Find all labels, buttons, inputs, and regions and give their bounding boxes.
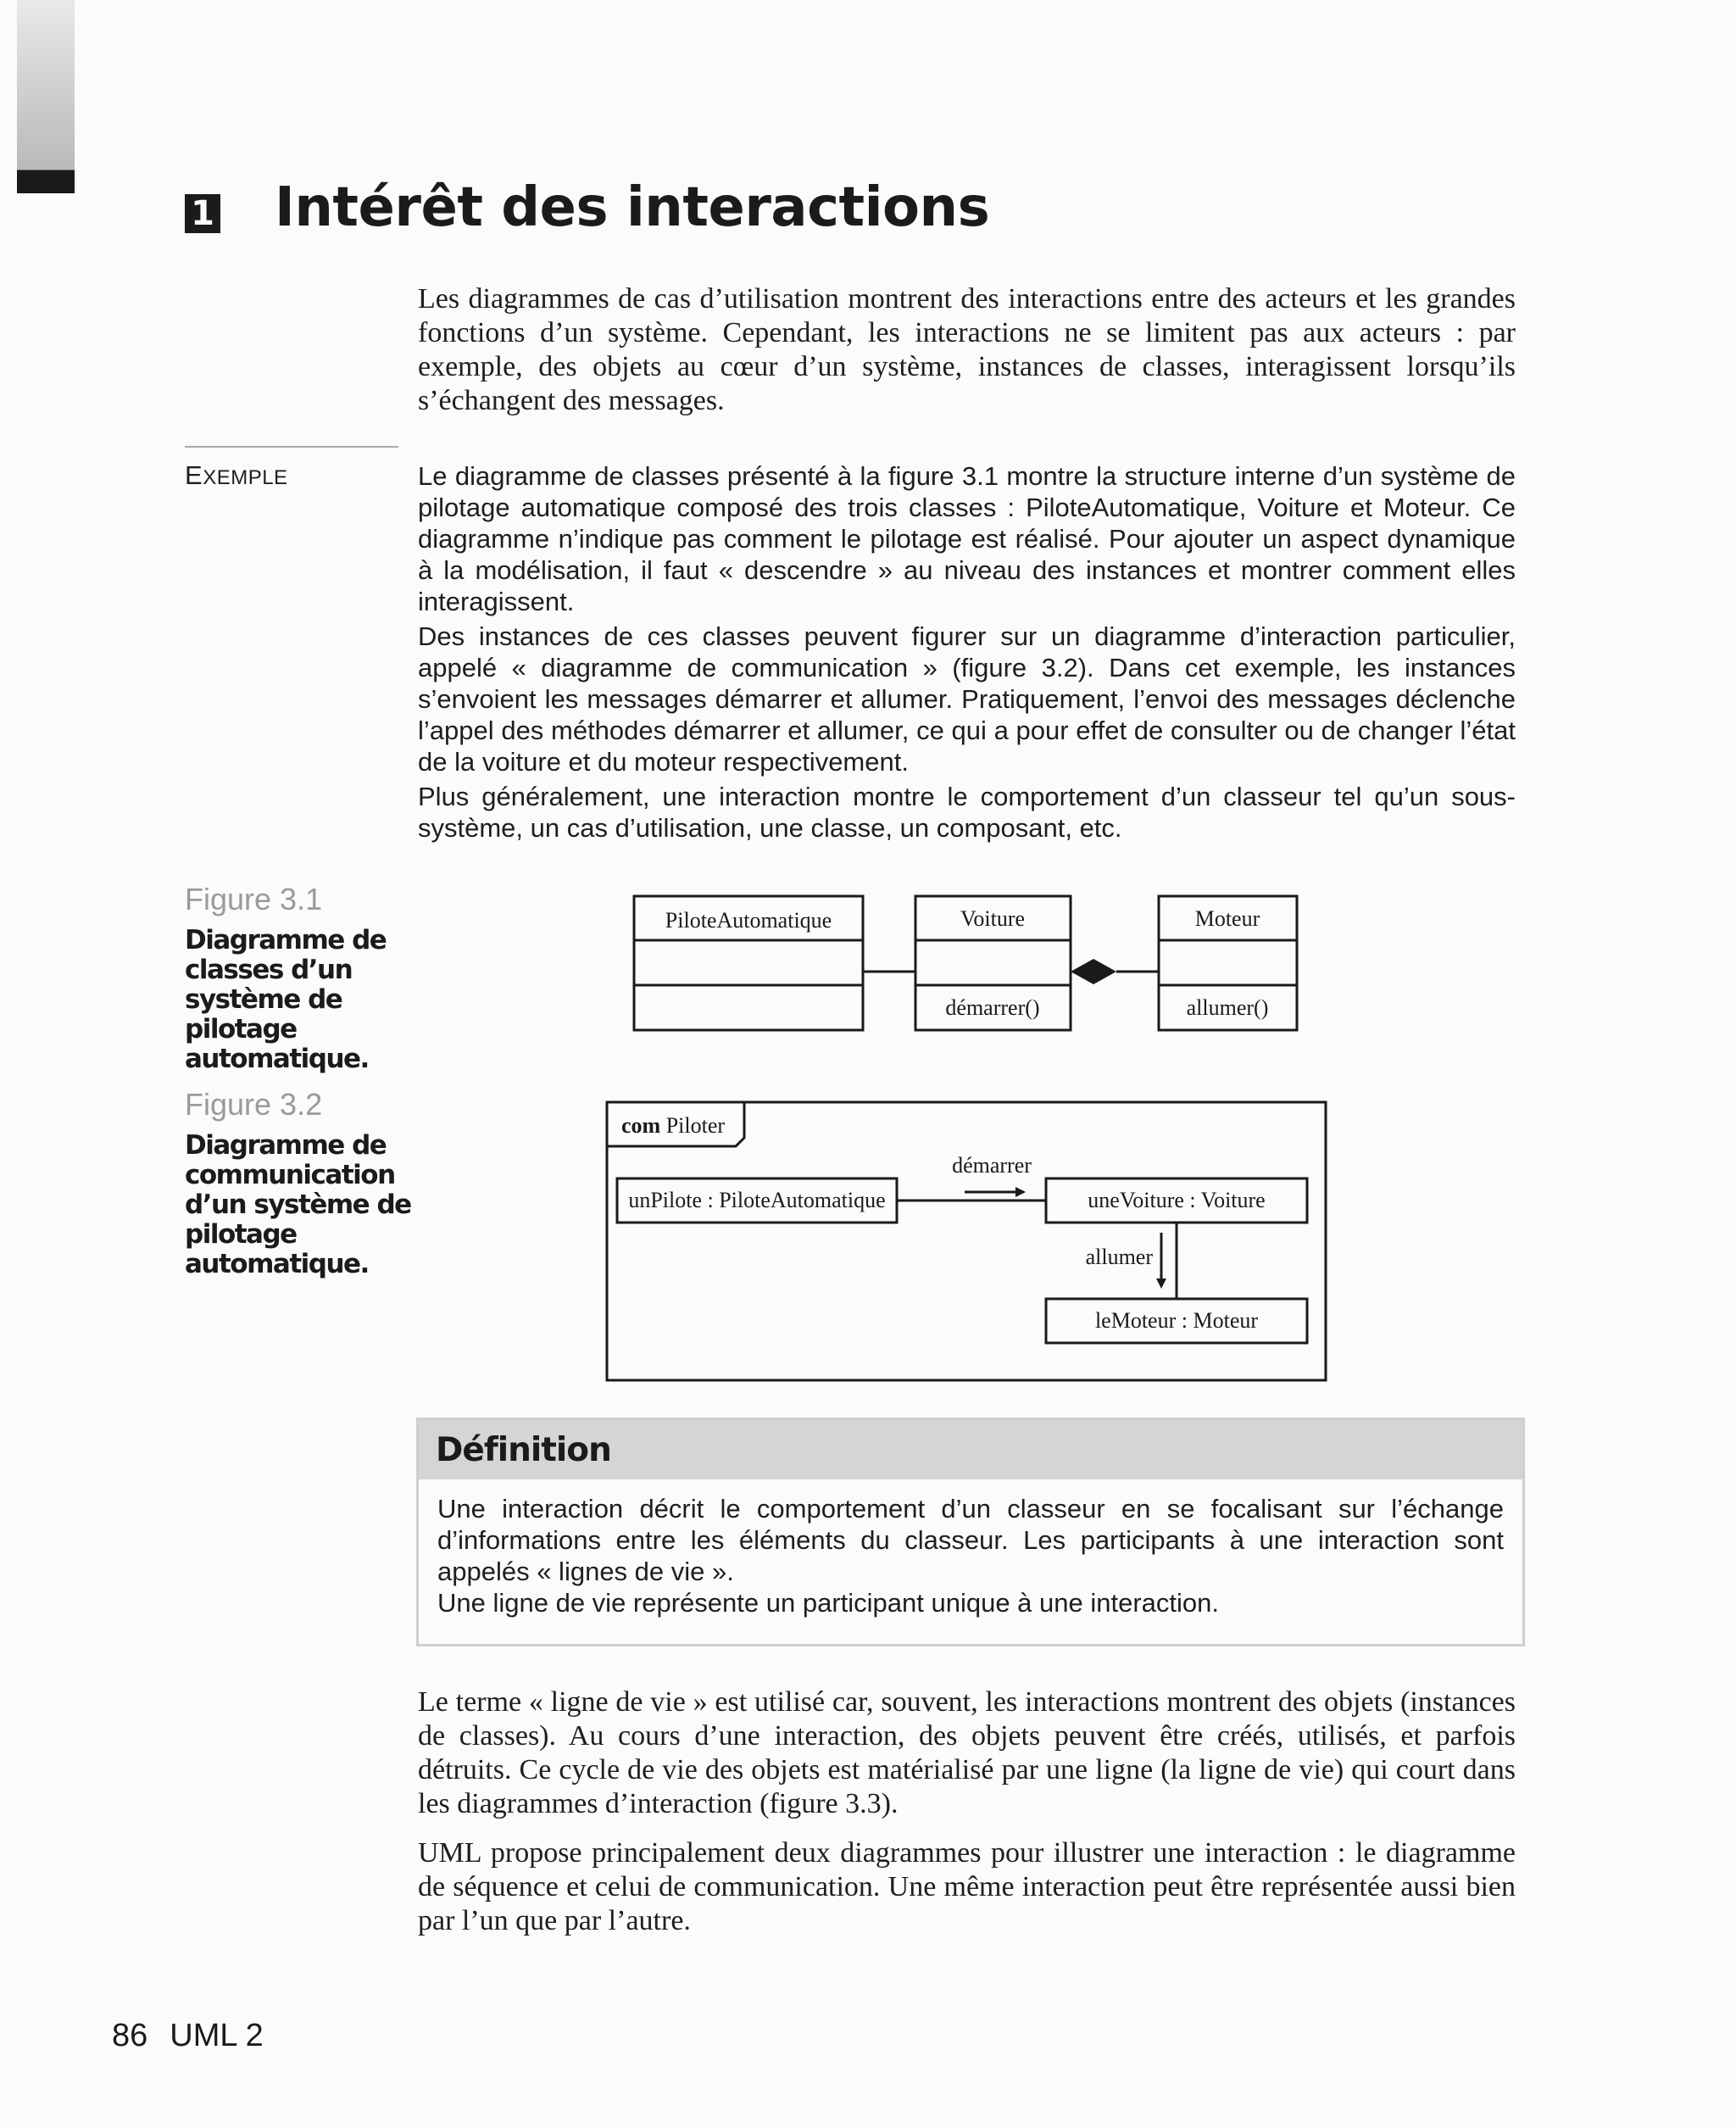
class-name: Moteur (1194, 906, 1260, 931)
body-paragraph-2: UML propose principalement deux diagrammes pour illustrer une interaction : le diagramme de séquence et celui de communication. Une même interaction peut être représentée aussi bien par l’un que par l’autre. (418, 1837, 1516, 1936)
communication-diagram (600, 1094, 1338, 1382)
class-diagram (627, 890, 1305, 1043)
svg-text:unPilote : PiloteAutomatique: unPilote : PiloteAutomatique (628, 1188, 886, 1212)
example-label: EXEMPLE (185, 460, 288, 490)
class-name: Voiture (960, 906, 1026, 931)
class-operation: allumer() (1186, 995, 1269, 1020)
book-title: UML 2 (170, 2018, 264, 2053)
section-number: 1 (185, 194, 220, 233)
frame-label: com Piloter (621, 1113, 726, 1138)
page-number: 86 (112, 2018, 148, 2053)
figure-number: Figure 3.1 (185, 882, 323, 916)
intro-paragraph: Les diagrammes de cas d’utilisation montrent des interactions entre des acteurs et les grandes fonctions d’un système. Cependant, les interactions ne se limitent pas aux acteurs : par exemple, des objets au cœur d’un système, instances de classes, interagissent lorsqu’ils s’échangent des messages. (418, 283, 1516, 416)
example-paragraph-2: Des instances de ces classes peuvent figurer sur un diagramme d’interaction particulier, appelé « diagramme de communication » (figure 3.2). Dans cet exemple, les instances s’envoient les messages démarrer et allumer. Pratiquement, l’envoi des messages déclenche l’appel des méthodes démarrer et allumer, ce qui a pour effet de consulter ou de changer l’état de la voiture et du moteur respectivement. (418, 621, 1516, 777)
example-paragraph-3: Plus généralement, une interaction montre le comportement d’un classeur tel qu’un sous-système, un cas d’utilisation, une classe, un composant, etc. (418, 782, 1516, 843)
class-moteur (1159, 896, 1297, 1030)
example-paragraph-1: Le diagramme de classes présenté à la figure 3.1 montre la structure interne d’un système de pilotage automatique composé des trois classes : PiloteAutomatique, Voiture et Moteur. Ce diagramme n’indique pas comment le pilotage est réalisé. Pour ajouter un aspect dynamique à la modélisation, il faut « descendre » au niveau des instances et montrer comment elles interagissent. (418, 461, 1516, 616)
example-divider (185, 446, 398, 448)
definition-paragraph-1: Une interaction décrit le comportement d’un classeur en se focalisant sur l’échange d’informations entre les éléments du classeur. Les participants à une interaction sont appelés « lignes de vie ». (437, 1494, 1504, 1586)
class-name: PiloteAutomatique (665, 908, 832, 933)
svg-text:leMoteur : Moteur: leMoteur : Moteur (1094, 1308, 1259, 1333)
message-allumer (1086, 1233, 1166, 1289)
figure-3-2-caption (185, 1087, 422, 1279)
section-title: Intérêt des interactions (275, 176, 990, 239)
body-paragraph-1: Le terme « ligne de vie » est utilisé car, souvent, les interactions montrent des objets (instances de classes). Au cours d’une interaction, des objets peuvent être créés, utilisés, et parfois détruits. Ce cycle de vie des objets est matérialisé par une ligne (la ligne de vie) qui court dans les diagrammes d’interaction (figure 3.3). (418, 1686, 1516, 1819)
class-voiture (915, 896, 1071, 1030)
figure-caption-text: Diagramme de communication d’un système de pilotage automatique. (185, 1130, 411, 1279)
figure-caption-text: Diagramme de classes d’un système de pilotage automatique. (185, 925, 387, 1074)
figure-3-1-caption (185, 882, 422, 1074)
example-body (418, 460, 1516, 844)
interaction-frame (607, 1102, 1326, 1380)
section-heading (185, 170, 989, 246)
definition-paragraph-2: Une ligne de vie représente un participant unique à une interaction. (437, 1588, 1220, 1618)
body-text (418, 1685, 1516, 1938)
definition-title: Définition (436, 1430, 611, 1469)
definition-box (416, 1418, 1525, 1646)
class-pilote-automatique (634, 896, 863, 1030)
lifeline-voiture (1046, 1178, 1307, 1223)
chapter-tab-marker (17, 0, 75, 193)
message-label: allumer (1085, 1245, 1153, 1269)
figure-number: Figure 3.2 (185, 1087, 323, 1122)
page-footer (112, 2018, 264, 2054)
svg-text:uneVoiture : Voiture: uneVoiture : Voiture (1088, 1188, 1266, 1212)
lifeline-moteur (1046, 1299, 1307, 1343)
message-demarrer (952, 1153, 1032, 1197)
composition-diamond (1071, 959, 1116, 984)
definition-header (419, 1420, 1522, 1479)
lifeline-pilote (617, 1178, 897, 1223)
definition-body (419, 1479, 1522, 1618)
message-label: démarrer (952, 1153, 1032, 1178)
class-operation: démarrer() (945, 995, 1040, 1020)
